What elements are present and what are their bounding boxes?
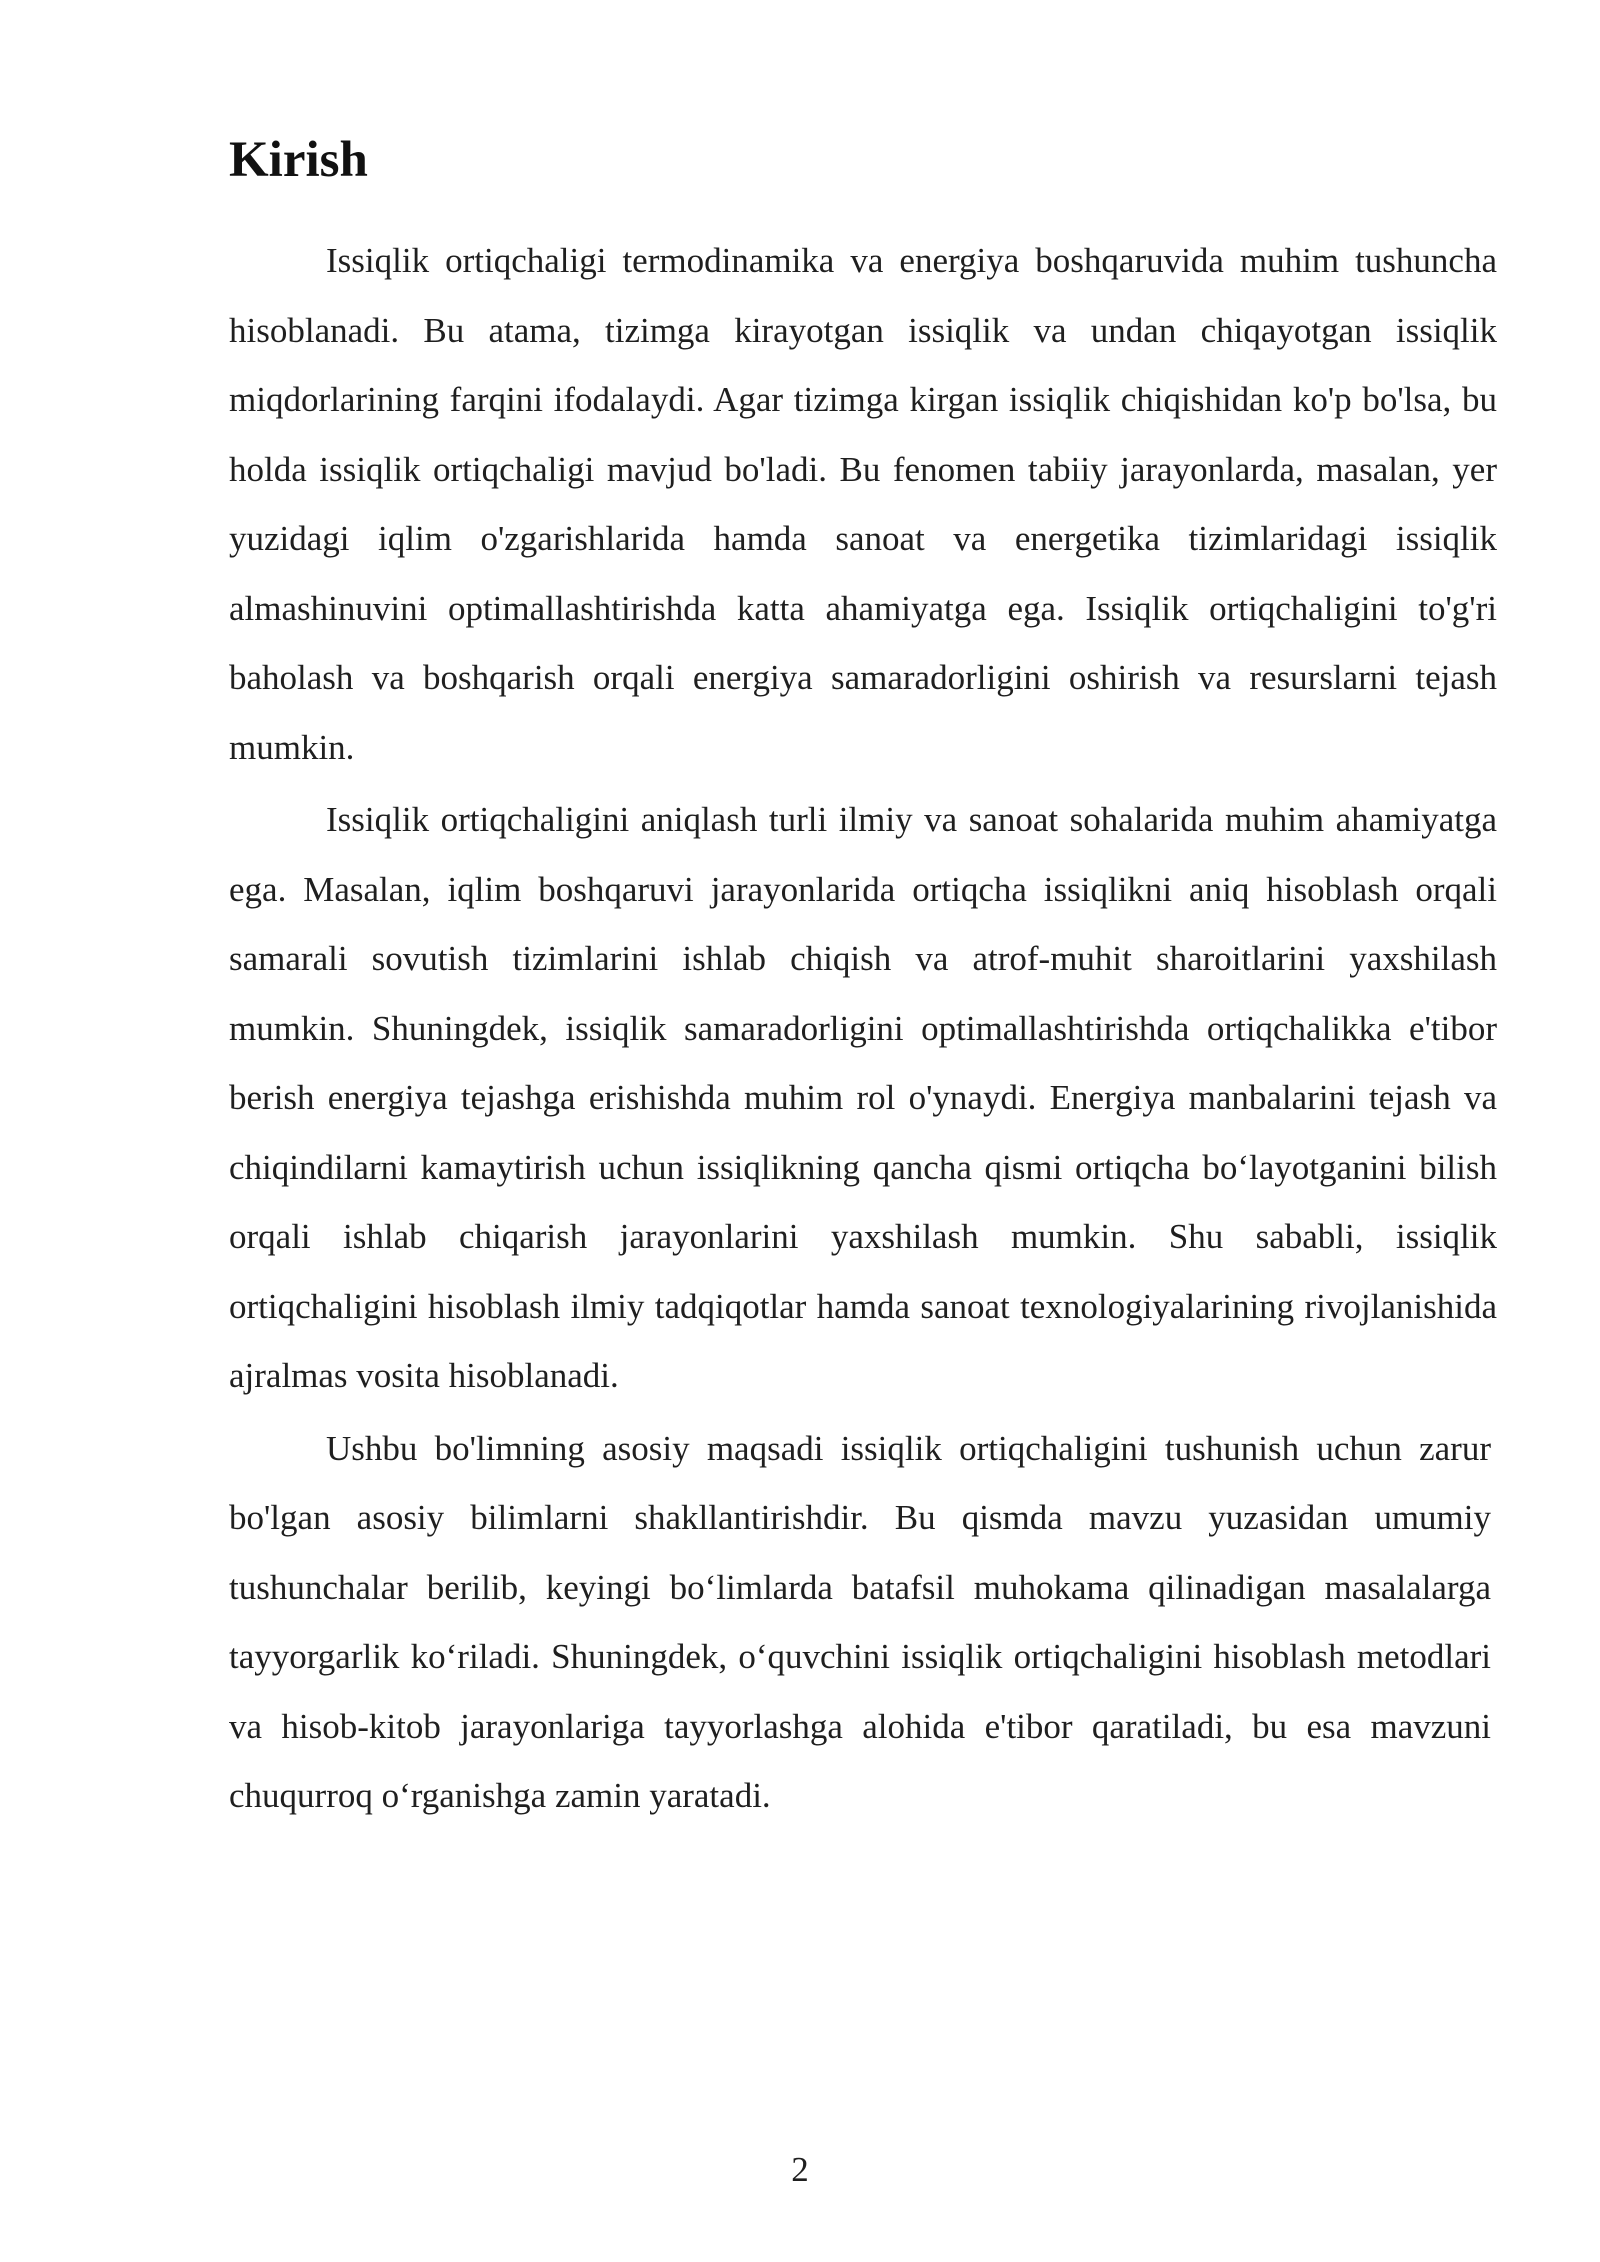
page-number: 2	[791, 2150, 809, 2189]
paragraph-1: Issiqlik ortiqchaligi termodinamika va energiya boshqaruvida muhim tushuncha hisoblanadi. Bu atama, tizimga kirayotgan issiqlik va undan chiqayotgan issiqlik miqdorlarining farqini ifodalaydi. Agar tizimga kirgan issiqlik chiqishidan ko'p bo'lsa, bu holda issiqlik ortiqchaligi mavjud bo'ladi. Bu fenomen tabiiy jarayonlarda, masalan, yer yuzidagi iqlim o'zgarishlarida hamda sanoat va energetika tizimlaridagi issiqlik almashinuvini optimallashtirishda katta ahamiyatga ega. Issiqlik ortiqchaligini to'g'ri baholash va boshqarish orqali energiya samaradorligini oshirish va resurslarni tejash mumkin.	[229, 241, 1497, 767]
page-content	[229, 130, 1497, 1831]
paragraph-2: Issiqlik ortiqchaligini aniqlash turli ilmiy va sanoat sohalarida muhim ahamiyatga ega. Masalan, iqlim boshqaruvi jarayonlarida ortiqcha issiqlikni aniq hisoblash orqali samarali sovutish tizimlarini ishlab chiqish va atrof-muhit sharoitlarini yaxshilash mumkin. Shuningdek, issiqlik samaradorligini optimallashtirishda ortiqchalikka e'tibor berish energiya tejashga erishishda muhim rol o'ynaydi. Energiya manbalarini tejash va chiqindilarni kamaytirish uchun issiqlikning qancha qismi ortiqcha bo‘layotganini bilish orqali ishlab chiqarish jarayonlarini yaxshilash mumkin. Shu sababli, issiqlik ortiqchaligini hisoblash ilmiy tadqiqotlar hamda sanoat texnologiyalarining rivojlanishida ajralmas vosita hisoblanadi.	[229, 800, 1497, 1395]
section-heading: Kirish	[229, 132, 368, 188]
paragraph-3: Ushbu bo'limning asosiy maqsadi issiqlik ortiqchaligini tushunish uchun zarur bo'lgan asosiy bilimlarni shakllantirishdir. Bu qismda mavzu yuzasidan umumiy tushunchalar berilib, keyingi bo‘limlarda batafsil muhokama qilinadigan masalalarga tayyorgarlik ko‘riladi. Shuningdek, o‘quvchini issiqlik ortiqchaligini hisoblash metodlari va hisob-kitob jarayonlariga tayyorlashga alohida e'tibor qaratiladi, bu esa mavzuni chuqurroq o‘rganishga zamin yaratadi.	[229, 1428, 1491, 1815]
